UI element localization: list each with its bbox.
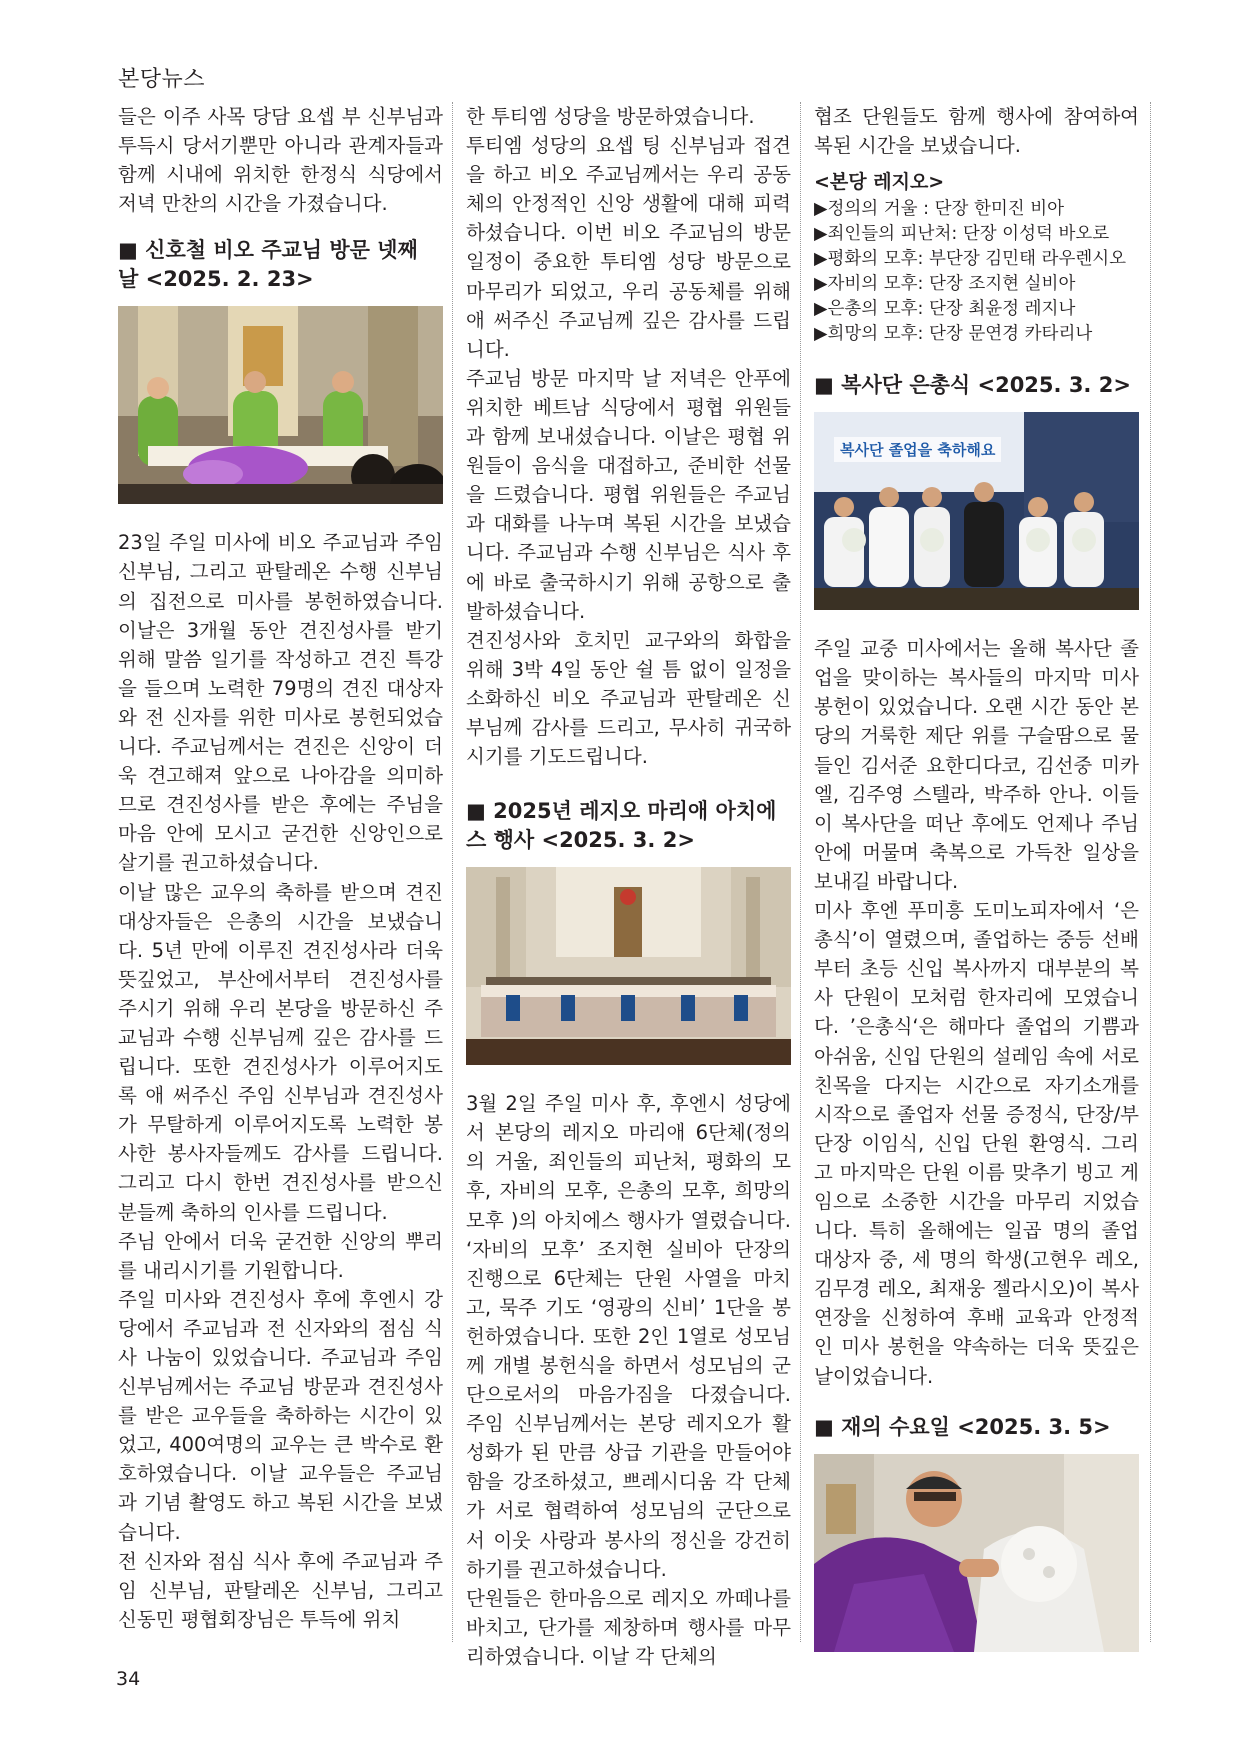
legio-list-item: ▶희망의 모후: 단장 문연경 카타리나 (814, 324, 1093, 345)
column-1 (118, 102, 443, 1634)
photo-ash-wednesday-image (814, 1454, 1139, 1652)
paragraph: 견진성사와 호치민 교구와의 화합을 위해 3박 4일 동안 쉴 틈 없이 일정을 소화하신 비오 주교님과 판탈레온 신부님께 감사를 드리고, 무사히 귀국하시기를 기도드립니다. (466, 628, 791, 769)
paragraph: 3월 2일 주일 미사 후, 후엔시 성당에서 본당의 레지오 마리애 6단체(정의의 거울, 죄인들의 피난처, 평화의 모후, 자비의 모후, 은총의 모후, 희망의 모후 )의 아치에스 행사가 열렸습니다. ‘자비의 모후’ 조지현 실비아 단장의 진행으로 6단체는 단원 사열을 마치고, 묵주 기도 ‘영광의 신비’ 1단을 봉헌하였습니다. 또한 2인 1열로 성모님께 개별 봉헌식을 하면서 성모님의 군단으로서의 마음가짐을 다졌습니다. 주임 신부님께서는 본당 레지오가 활성화가 된 만큼 상급 기관을 만들어야 함을 강조하셨고, 쁘레시디움 각 단체가 서로 협력하여 성모님의 군단으로서 이웃 사랑과 봉사의 정신을 강건히 하기를 권고하셨습니다. (466, 1092, 791, 1581)
paragraph: 협조 단원들도 함께 행사에 참여하여 복된 시간을 보냈습니다. (814, 105, 1139, 158)
article-heading: ■ 복사단 은총식 <2025. 3. 2> (814, 373, 1131, 398)
article-heading: ■ 2025년 레지오 마리애 아치에스 행사 <2025. 3. 2> (466, 799, 777, 853)
legio-list (814, 197, 1139, 347)
photo-legio-group (466, 867, 791, 1065)
article-heading: ■ 신호철 비오 주교님 방문 넷째 날 <2025. 2. 23> (118, 238, 418, 292)
column-3 (814, 102, 1139, 1652)
paragraph: 전 신자와 점심 식사 후에 주교님과 주임 신부님, 판탈레온 신부님, 그리고 신동민 평협회장님은 투득에 위치 (118, 1549, 443, 1631)
legio-list-item: ▶죄인들의 피난처: 단장 이성덕 바오로 (814, 224, 1110, 245)
paragraph: 단원들은 한마음으로 레지오 까떼나를 바치고, 단가를 제창하며 행사를 마무리하였습니다. 이날 각 단체의 (466, 1586, 791, 1668)
paragraph: 한 투티엠 성당을 방문하였습니다. (466, 105, 755, 128)
legio-list-item: ▶평화의 모후: 부단장 김민태 라우렌시오 (814, 249, 1127, 270)
legio-list-item: ▶정의의 거울 : 단장 한미진 비아 (814, 199, 1065, 220)
photo-altar-servers (814, 412, 1139, 610)
paragraph: 이날 많은 교우의 축하를 받으며 견진 대상자들은 은총의 시간을 보냈습니다. 5년 만에 이루진 견진성사라 더욱 뜻깊었고, 부산에서부터 견진성사를 주시기 위해 우리 본당을 방문하신 주교님과 수행 신부님께 깊은 감사를 드립니다. 또한 견진성사가 이루어지도록 애 써주신 주임 신부님과 견진성사가 무탈하게 이루어지도록 노력한 봉사한 봉사자들께도 감사를 드립니다. 그리고 다시 한번 견진성사를 받으신 분들께 축하의 인사를 드립니다. (118, 880, 443, 1224)
photo-legio-image (466, 867, 791, 1065)
article-heading: ■ 재의 수요일 <2025. 3. 5> (814, 1414, 1111, 1439)
photo-mass-image (118, 306, 443, 504)
paragraph: 23일 주일 미사에 비오 주교님과 주임 신부님, 그리고 판탈레온 수행 신부님의 집전으로 미사를 봉헌하였습니다. 이날은 3개월 동안 견진성사를 받기 위해 말씀 일기를 작성하고 견진 특강을 들으며 노력한 79명의 견진 대상자와 전 신자를 위한 미사로 봉헌되었습니다. 주교님께서는 견진은 신앙이 더욱 견고해져 앞으로 나아감을 의미하므로 견진성사를 받은 후에는 주님을 마음 안에 모시고 굳건한 신앙인으로 살기를 권고하셨습니다. (118, 531, 443, 875)
paragraph: 미사 후엔 푸미흥 도미노피자에서 ‘은총식’이 열렸으며, 졸업하는 중등 선배부터 초등 신입 복사까지 대부분의 복사 단원이 모처럼 한자리에 모였습니다. ’은총식‘은 해마다 졸업의 기쁨과 아쉬움, 신입 단원의 설레임 속에 서로 친목을 다지는 시간으로 자기소개를 시작으로 졸업자 선물 증정식, 단장/부단장 이임식, 신입 단원 환영식. 그리고 마지막은 단원 이름 맞추기 빙고 게임으로 소중한 시간을 마무리 지었습니다. 특히 올해에는 일곱 명의 졸업 대상자 중, 세 명의 학생(고현우 레오, 김무경 레오, 최재웅 젤라시오)이 복사 연장을 신청하여 후배 교육과 안정적인 미사 봉헌을 약속하는 더욱 뜻깊은 날이었습니다. (814, 899, 1139, 1388)
column-2 (466, 102, 791, 1671)
paragraph: 들은 이주 사목 당담 요셉 부 신부님과 투득시 당서기뿐만 아니라 관계자들과 함께 시내에 위치한 한정식 식당에서 저녁 만찬의 시간을 가졌습니다. (118, 105, 443, 216)
page-number: 34 (116, 1668, 141, 1690)
column-divider (800, 102, 801, 1642)
paragraph: 주교님 방문 마지막 날 저녁은 안푸에 위치한 베트남 식당에서 평협 위원들과 함께 보내셨습니다. 이날은 평협 위원들이 음식을 대접하고, 준비한 선물을 드렸습니다. 평협 위원들은 주교님과 대화를 나누며 복된 시간을 보냈습니다. 주교님과 수행 신부님은 식사 후에 바로 출국하시기 위해 공항으로 출발하셨습니다. (466, 366, 791, 623)
photo-banner-text: 복사단 졸업을 축하해요 (834, 437, 1001, 462)
legio-list-title: <본당 레지오> (814, 171, 945, 194)
paragraph: 주일 교중 미사에서는 올해 복사단 졸업을 맞이하는 복사들의 마지막 미사 봉헌이 있었습니다. 오랜 시간 동안 본당의 거룩한 제단 위를 구슬땀으로 물들인 김서준 요한디다코, 김선중 미카엘, 김주영 스텔라, 박주하 안나. 이들이 복사단을 떠난 후에도 언제나 주님 안에 머물며 축복으로 가득찬 일상을 보내길 바랍니다. (814, 637, 1139, 893)
legio-list-item: ▶자비의 모후: 단장 조지현 실비아 (814, 274, 1076, 295)
column-divider (1150, 102, 1151, 1642)
column-divider (452, 102, 453, 1642)
section-label: 본당뉴스 (118, 67, 206, 92)
photo-ash-wednesday (814, 1454, 1139, 1652)
legio-list-item: ▶은총의 모후: 단장 최윤정 레지나 (814, 299, 1076, 320)
paragraph: 주일 미사와 견진성사 후에 후엔시 강당에서 주교님과 전 신자와의 점심 식사 나눔이 있었습니다. 주교님과 주임 신부님께서는 주교님 방문과 견진성사를 받은 교우들을 축하하는 시간이 있었고, 400여명의 교우는 큰 박수로 환호하였습니다. 이날 교우들은 주교님과 기념 촬영도 하고 복된 시간을 보냈습니다. (118, 1287, 443, 1544)
photo-mass-celebration (118, 306, 443, 504)
paragraph: 주님 안에서 더욱 굳건한 신앙의 뿌리를 내리시기를 기원합니다. (118, 1229, 443, 1282)
paragraph: 투티엠 성당의 요셉 팅 신부님과 접견을 하고 비오 주교님께서는 우리 공동체의 안정적인 신앙 생활에 대해 피력하셨습니다. 이번 비오 주교님의 방문 일정이 중요한 투티엠 성당 방문으로 마무리가 되었고, 우리 공동체를 위해 애 써주신 주교님께 깊은 감사를 드립니다. (466, 134, 791, 361)
